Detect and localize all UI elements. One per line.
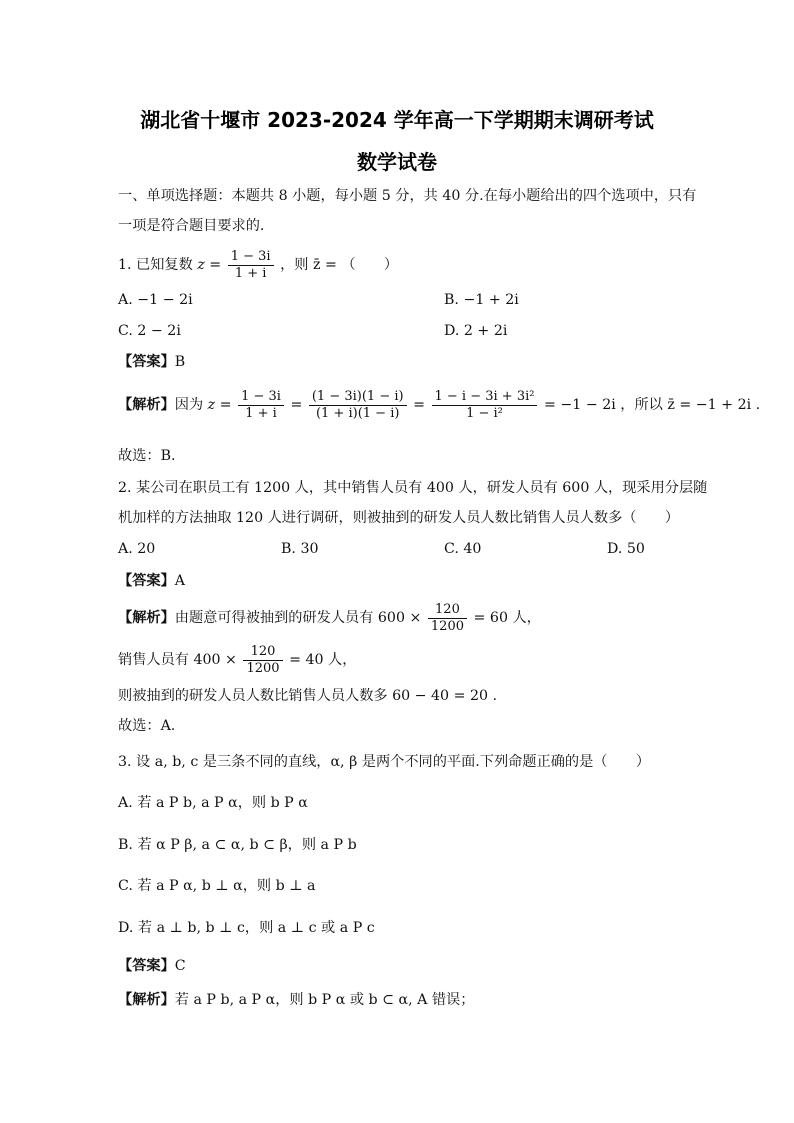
q1-f1-den: 1 + i xyxy=(245,405,277,421)
q1-option-a: A. −1 − 2i xyxy=(118,292,193,308)
q2-option-a: A. 20 xyxy=(118,541,156,557)
q1-prefix: 1. 已知复数 xyxy=(118,257,193,273)
q1-option-b: B. −1 + 2i xyxy=(444,292,519,308)
q1-f2-den: (1 + i)(1 − i) xyxy=(315,405,400,421)
q1-analysis-frac-3 xyxy=(432,389,538,422)
q1-f3-num: 1 − i − 3i + 3i² xyxy=(432,389,538,406)
q1-suffix: ，则 z̄ = （ ） xyxy=(280,257,399,273)
q3-option-d: D. 若 a ⊥ b, b ⊥ c，则 a ⊥ c 或 a P c xyxy=(118,920,375,936)
q3-analysis-tag: 【解析】 xyxy=(118,992,175,1008)
q2-answer xyxy=(118,572,185,590)
q1-option-d: D. 2 + 2i xyxy=(444,323,508,339)
q2-a1-den: 1200 xyxy=(430,618,464,634)
q1-result: = −1 − 2i ，所以 z̄ = −1 + 2i . xyxy=(544,397,761,413)
q1-fraction xyxy=(228,249,274,282)
q1-analysis-frac-2 xyxy=(309,389,407,422)
q3-answer-tag: 【答案】 xyxy=(118,958,175,974)
q2-stem-line-2: 机加样的方法抽取 120 人进行调研，则被抽到的研发人员人数比销售人员人数多（ ） xyxy=(118,510,680,526)
q2-a2-pre: 销售人员有 400 × xyxy=(118,652,237,668)
q1-z-eq: z = xyxy=(197,257,222,273)
q2-option-c: C. 40 xyxy=(444,541,482,557)
q1-analysis-frac-1 xyxy=(238,389,284,422)
q2-a2-den: 1200 xyxy=(246,660,280,676)
q1-conclusion: 故选：B. xyxy=(118,448,176,464)
q1-option-c: C. 2 − 2i xyxy=(118,323,181,339)
q3-analysis xyxy=(118,991,474,1009)
q2-conclusion: 故选：A. xyxy=(118,718,176,734)
q2-answer-value: A xyxy=(174,573,186,589)
q1-f2-num: (1 − 3i)(1 − i) xyxy=(309,389,407,406)
q3-analysis-text: 若 a P b, a P α，则 b P α 或 b ⊂ α, A 错误； xyxy=(174,992,475,1008)
q3-option-a: A. 若 a P b, a P α，则 b P α xyxy=(118,795,308,811)
q2-option-d: D. 50 xyxy=(607,541,645,557)
q1-analysis xyxy=(118,384,760,426)
q3-answer xyxy=(118,957,186,975)
q2-analysis-line-2 xyxy=(118,640,356,680)
q2-analysis-line-1 xyxy=(118,598,541,638)
q2-analysis-tag: 【解析】 xyxy=(118,610,175,626)
q2-a1-post: = 60 人， xyxy=(473,610,541,626)
q3-option-b: B. 若 α P β, a ⊂ α, b ⊂ β，则 a P b xyxy=(118,837,357,853)
q1-analysis-tag: 【解析】 xyxy=(118,397,175,413)
q2-answer-tag: 【答案】 xyxy=(118,573,175,589)
exam-subtitle: 数学试卷 xyxy=(357,150,437,174)
section-heading-line-1: 一、单项选择题：本题共 8 小题，每小题 5 分，共 40 分.在每小题给出的四个选项中，只有 xyxy=(118,188,697,204)
exam-title: 湖北省十堰市 2023-2024 学年高一下学期期末调研考试 xyxy=(140,108,654,132)
section-heading-line-2: 一项是符合题目要求的. xyxy=(118,218,265,234)
q1-eq-1: = xyxy=(290,397,303,413)
q1-frac-num: 1 − 3i xyxy=(228,249,274,266)
q2-stem-line-1: 2. 某公司在职员工有 1200 人，其中销售人员有 400 人，研发人员有 600 人，现采用分层随 xyxy=(118,480,708,496)
q1-f1-num: 1 − 3i xyxy=(238,389,284,406)
q1-answer-tag: 【答案】 xyxy=(118,354,175,370)
q1-analysis-z: z = xyxy=(207,397,232,413)
q1-answer-value: B xyxy=(174,354,186,370)
q2-a1-num: 120 xyxy=(428,602,467,619)
q1-stem xyxy=(118,248,398,282)
q1-frac-den: 1 + i xyxy=(234,265,267,281)
q3-option-c: C. 若 a P α, b ⊥ α，则 b ⊥ a xyxy=(118,878,316,894)
q3-stem: 3. 设 a, b, c 是三条不同的直线，α, β 是两个不同的平面.下列命题正确的是（ ） xyxy=(118,754,651,770)
q2-analysis-line-3: 则被抽到的研发人员人数比销售人员人数多 60 − 40 = 20 . xyxy=(118,688,498,704)
q2-option-b: B. 30 xyxy=(281,541,319,557)
q3-answer-value: C xyxy=(174,958,186,974)
q2-a1-pre: 由题意可得被抽到的研发人员有 600 × xyxy=(174,610,422,626)
q2-a2-fraction xyxy=(243,644,282,677)
q2-a2-num: 120 xyxy=(243,644,282,661)
q2-a1-fraction xyxy=(428,602,467,635)
q2-a2-post: = 40 人， xyxy=(289,652,357,668)
q1-f3-den: 1 − i² xyxy=(466,405,503,421)
q1-answer xyxy=(118,353,185,371)
q1-analysis-pre: 因为 xyxy=(174,397,204,413)
q1-eq-2: = xyxy=(413,397,425,413)
